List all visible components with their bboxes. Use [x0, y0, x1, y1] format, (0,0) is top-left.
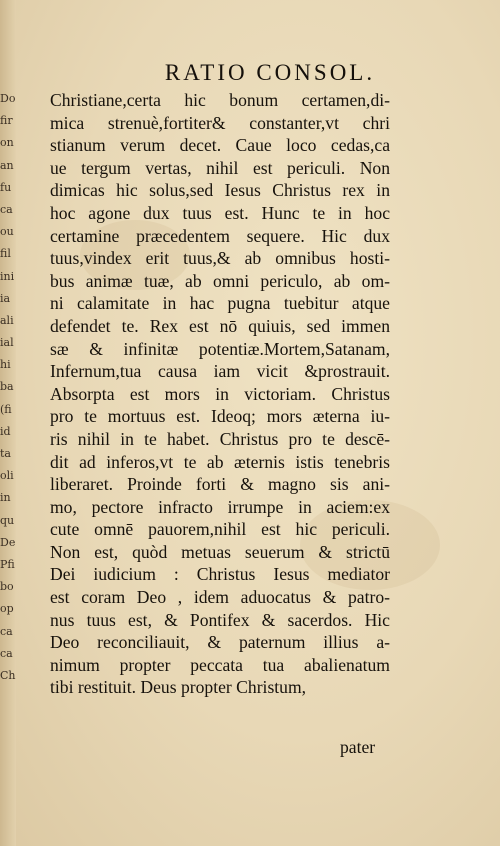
text-line: nus tuus est, & Pontifex & sacerdos. Hic [50, 609, 390, 630]
text-line: Absorpta est mors in victoriam. Christus [50, 383, 390, 404]
text-line: certamine præcedentem sequere. Hic dux [50, 225, 390, 246]
facing-page-fragment: ca [0, 624, 13, 638]
facing-page-fragment: oli [0, 469, 14, 483]
text-line: nimum propter peccata tua abalienatum [50, 654, 390, 675]
text-line: hoc agone dux tuus est. Hunc te in hoc [50, 202, 390, 223]
text-line: bus animæ tuæ, ab omni periculo, ab om- [50, 270, 390, 291]
running-head-text: RATIO CONSOL. [164, 60, 376, 85]
facing-page-fragment: ali [0, 313, 14, 327]
text-line: tuus,vindex erit tuus,& ab omnibus hosti- [50, 248, 390, 269]
facing-page-fragment: Ch [0, 668, 16, 682]
facing-page-fragment: ca [0, 202, 13, 216]
facing-page-fragment: fil [0, 247, 11, 261]
facing-page-fragment: id [0, 424, 11, 438]
text-line: Infernum,tua causa iam vicit &prostrauit. [50, 361, 390, 382]
text-line: defendet te. Rex est nō quiuis, sed immen [50, 315, 390, 336]
text-line: cute omnē pauorem,nihil est hic periculi. [50, 519, 390, 540]
text-line: sæ & infinitæ potentiæ.Mortem,Satanam, [50, 338, 390, 359]
text-line: liberaret. Proinde forti & magno sis ani- [50, 474, 390, 495]
facing-page-fragment: an [0, 158, 14, 172]
text-line: ris nihil in te habet. Christus pro te descē- [50, 428, 390, 449]
text-line: Christiane,certa hic bonum certamen,di- [50, 90, 390, 110]
text-line: stianum verum decet. Caue loco cedas,ca [50, 135, 390, 156]
facing-page-fragment: ba [0, 380, 14, 394]
facing-page-fragment: De [0, 535, 16, 549]
text-line: Non est, quòd metuas seuerum & strictū [50, 541, 390, 562]
running-head [0, 60, 500, 86]
facing-page-fragment: (fi [0, 402, 12, 416]
text-line: Dei iudicium : Christus Iesus mediator [50, 564, 390, 585]
facing-page-fragment: ini [0, 269, 15, 283]
text-line: pro te mortuus est. Ideoq; mors æterna iu- [50, 406, 390, 427]
facing-page-fragment: Do [0, 92, 16, 105]
text-line: mica strenuè,fortiter& constanter,vt chri [50, 112, 390, 133]
facing-page-fragment: fu [0, 180, 12, 194]
catchword: pater [340, 737, 376, 757]
facing-page-fragment: ou [0, 225, 14, 239]
facing-page-fragment: bo [0, 580, 14, 594]
facing-page-fragments [0, 88, 16, 687]
text-line: Deo reconciliauit, & paternum illius a- [50, 632, 390, 653]
body-text [50, 89, 390, 699]
facing-page-fragment: ia [0, 291, 11, 305]
text-line: dimicas hic solus,sed Iesus Christus rex in [50, 180, 390, 201]
facing-page-fragment: fir [0, 114, 13, 128]
text-line: ni calamitate in hac pugna tuebitur atque [50, 293, 390, 314]
text-line: dit ad inferos,vt te ab æternis istis tenebris [50, 451, 390, 472]
facing-page-fragment: ial [0, 336, 14, 350]
facing-page-fragment: on [0, 136, 14, 150]
facing-page-fragment: op [0, 602, 14, 616]
text-line: ue tergum vertas, nihil est periculi. Non [50, 157, 390, 178]
facing-page-fragment: qu [0, 513, 15, 527]
facing-page-fragment: in [0, 491, 11, 505]
text-line: tibi restituit. Deus propter Christum, [50, 677, 307, 698]
facing-page-fragment: Pfi [0, 557, 15, 571]
facing-page-fragment: ca [0, 646, 13, 660]
text-line: mo, pectore infracto irrumpe in aciem:ex [50, 496, 390, 517]
text-line: est coram Deo , idem aduocatus & patro- [50, 587, 390, 608]
facing-page-fragment: ta [0, 447, 11, 460]
facing-page-fragment: hi [0, 358, 11, 372]
